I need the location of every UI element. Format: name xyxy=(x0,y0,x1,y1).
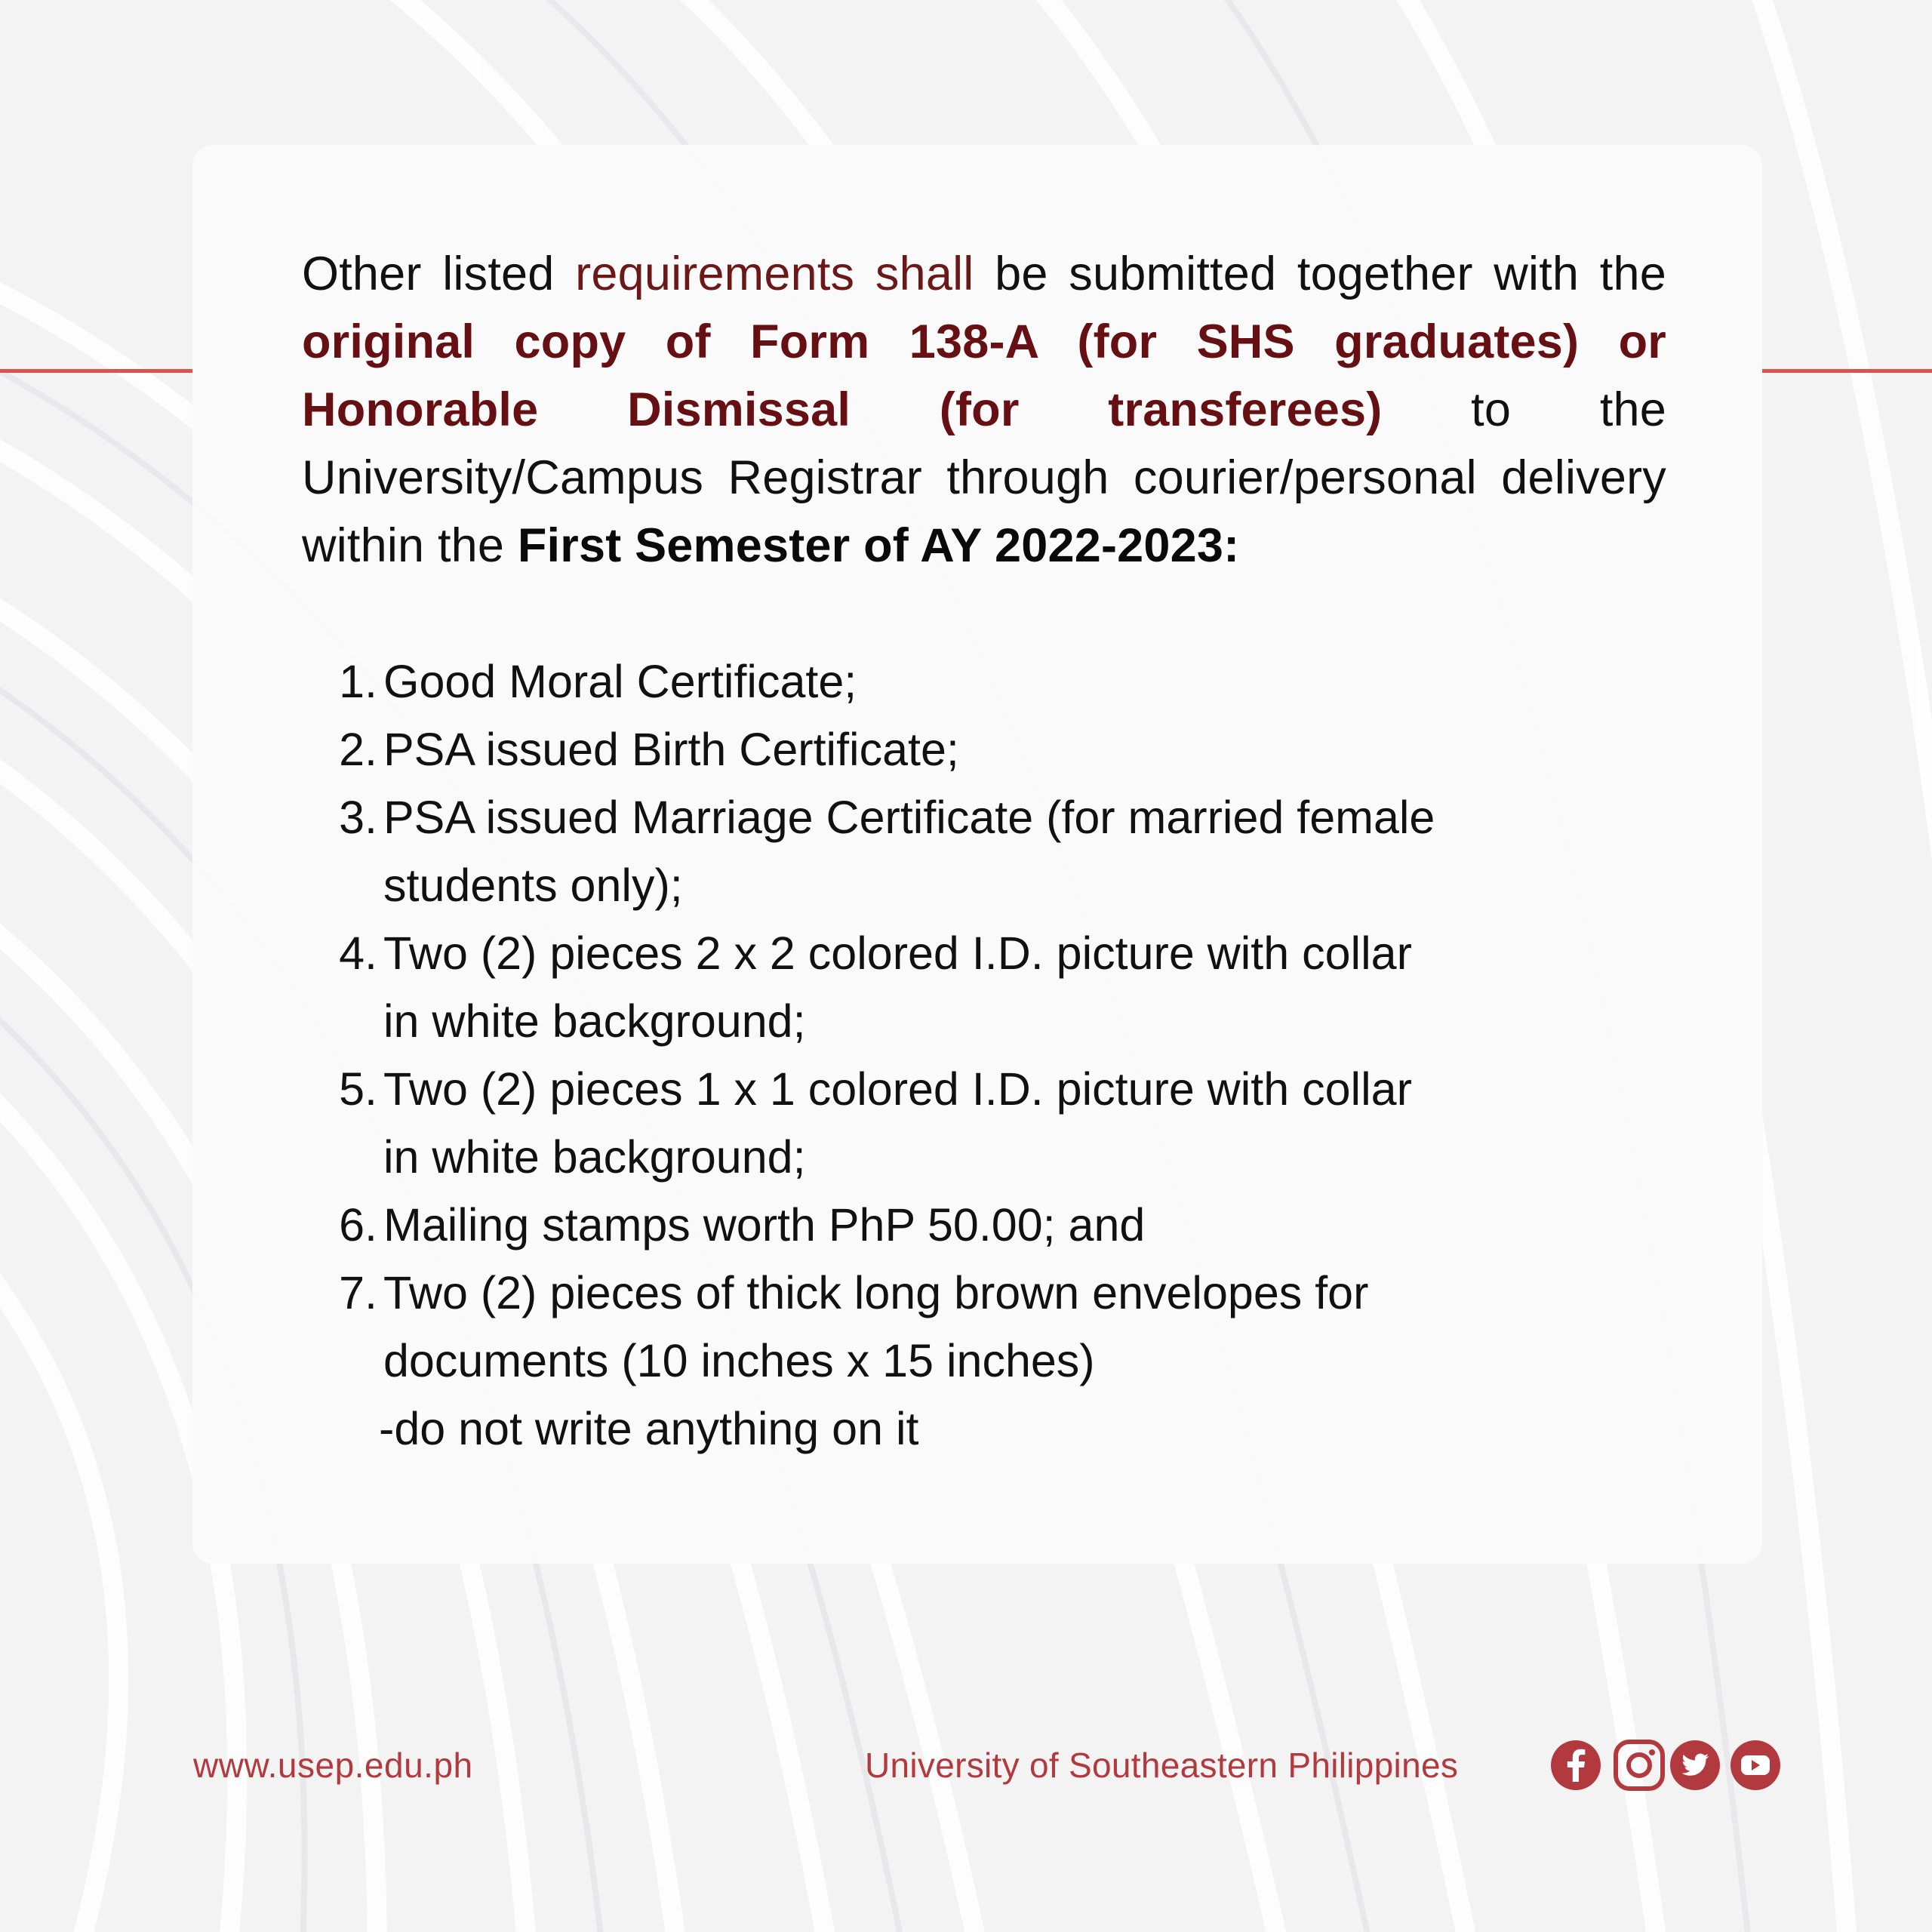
right-accent-line xyxy=(1762,369,1932,373)
intro-text-1: Other listed xyxy=(302,248,576,300)
intro-text-3: to the University/Campus Registrar through courier/personal delivery within the xyxy=(302,383,1667,572)
twitter-icon[interactable] xyxy=(1669,1740,1721,1791)
item-number: 6. xyxy=(339,1199,377,1251)
intro-text-2: be submitted together with the xyxy=(974,248,1666,300)
website-link[interactable]: www.usep.edu.ph xyxy=(193,1746,473,1785)
item-text: Good Moral Certificate; xyxy=(383,656,857,707)
list-item xyxy=(302,1191,1585,1259)
item-number: 7. xyxy=(339,1267,377,1318)
item-number: 4. xyxy=(339,928,377,979)
item-text: PSA issued Birth Certificate; xyxy=(383,724,959,775)
facebook-icon[interactable] xyxy=(1550,1740,1601,1791)
instagram-icon[interactable] xyxy=(1614,1740,1665,1791)
envelope-note: -do not write anything on it xyxy=(379,1403,919,1454)
item-number: 3. xyxy=(339,792,377,843)
youtube-icon[interactable] xyxy=(1730,1740,1781,1791)
item-text: PSA issued Marriage Certificate (for married female students only); xyxy=(383,792,1435,911)
intro-semester: First Semester of AY 2022-2023: xyxy=(517,519,1240,572)
intro-form-requirement: original copy of Form 138-A (for SHS graduates) or Honorable Dismissal (for transferees) xyxy=(302,315,1666,436)
list-item xyxy=(302,1259,1455,1395)
item-text: Two (2) pieces 2 x 2 colored I.D. picture with collar in white background; xyxy=(383,928,1412,1047)
university-name: University of Southeastern Philippines xyxy=(865,1746,1459,1785)
item-text: Mailing stamps worth PhP 50.00; and xyxy=(383,1199,1146,1251)
list-item xyxy=(302,919,1455,1055)
intro-highlight: requirements shall xyxy=(575,248,974,300)
left-accent-line xyxy=(0,369,192,373)
list-item xyxy=(302,783,1455,919)
item-text: Two (2) pieces 1 x 1 colored I.D. picture with collar in white background; xyxy=(383,1063,1412,1183)
list-item xyxy=(302,648,1585,715)
intro-paragraph xyxy=(302,240,1666,580)
item-number: 5. xyxy=(339,1063,377,1115)
item-text: Two (2) pieces of thick long brown envelopes for documents (10 inches x 15 inches) xyxy=(383,1267,1369,1386)
list-item xyxy=(302,1055,1455,1191)
item-number: 1. xyxy=(339,656,377,707)
list-item xyxy=(302,715,1585,783)
item-number: 2. xyxy=(339,724,377,775)
requirements-list xyxy=(302,648,1585,1463)
